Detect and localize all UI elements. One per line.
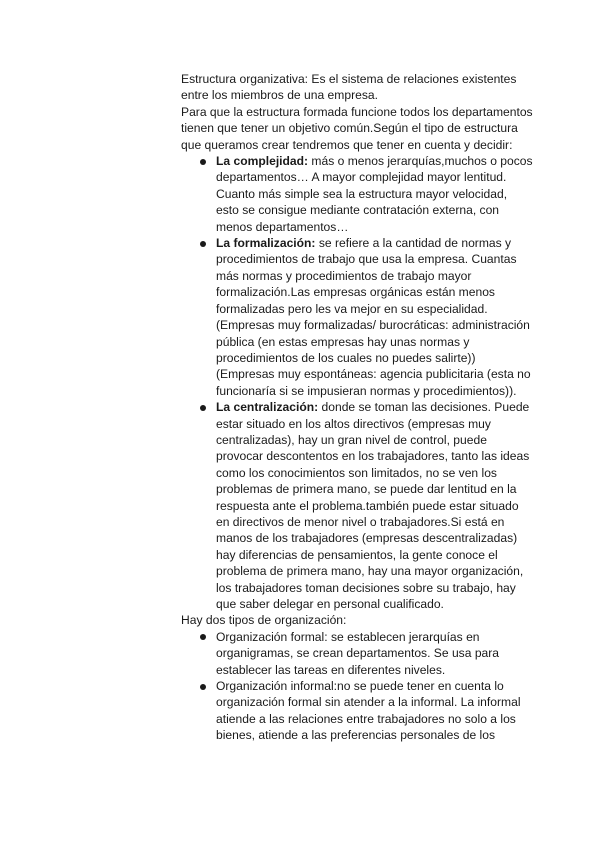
list-item-formalizacion	[216, 235, 533, 399]
structure-list	[181, 153, 533, 612]
list-item-centralizacion	[216, 399, 533, 612]
intro-definition: Estructura organizativa: Es el sistema de relaciones existentes entre los miembros de una empresa.	[181, 72, 517, 103]
term-description: más o menos jerarquías,muchos o pocos departamentos… A mayor complejidad mayor lentitud. Cuanto más simple sea la estructura mayor velocidad, esto se consigue mediante contratación externa, con menos departamentos…	[216, 154, 533, 234]
bullet-icon	[200, 634, 206, 640]
organization-types-list	[181, 629, 533, 744]
bullet-icon	[200, 241, 206, 247]
bullet-icon	[200, 405, 206, 411]
term-description: donde se toman las decisiones. Puede estar situado en los altos directivos (empresas muy centralizadas), hay un gran nivel de control, puede provocar descontentos en los trabajadores, tanto las ideas como los conocimientos son limitados, no se ven los problemas de primera mano, se puede dar lentitud en la respuesta ante el problema.también puede estar situado en directivos de menor nivel o trabajadores.Si está en manos de los trabajadores (empresas descentralizadas) hay diferencias de pensamientos, la gente conoce el problema de primera mano, hay una mayor organización, los trabajadores toman decisiones sobre su trabajo, hay que saber delegar en personal cualificado.	[216, 400, 530, 611]
term-label: La formalización:	[216, 236, 316, 251]
item-text: Organización formal: se establecen jerarquías en organigramas, se crean departamentos. Se usa para establecer las tareas en diferentes niveles.	[216, 629, 500, 677]
term-label: La centralización:	[216, 400, 319, 415]
list-item-informal	[216, 678, 533, 744]
document-body	[181, 71, 533, 744]
term-label: La complejidad:	[216, 154, 309, 169]
list-item-complejidad	[216, 153, 533, 235]
intro-paragraph: Para que la estructura formada funcione todos los departamentos tienen que tener un objetivo común.Según el tipo de estructura que queramos crear tendremos que tener en cuenta y decidir:	[181, 104, 533, 152]
list-item-formal	[216, 629, 533, 678]
bullet-icon	[200, 684, 206, 690]
term-description: se refiere a la cantidad de normas y procedimientos de trabajo que usa la empresa. Cuantas más normas y procedimientos de trabajo mayor formalización.Las empresas orgánicas están menos formalizadas pero les va mejor en su especialidad. (Empresas muy formalizadas/ burocráticas: administración pública (en estas empresas hay unas normas y procedimientos de los cuales no puedes salirte)) (Empresas muy espontáneas: agencia publicitaria (esta no funcionaría si se impusieran normas y procedimientos)).	[216, 236, 531, 398]
item-text: Organización informal:no se puede tener en cuenta lo organización formal sin atender a la informal. La informal atiende a las relaciones entre trabajadores no solo a los bienes, atiende a las preferencias personales de los	[216, 679, 521, 743]
types-intro: Hay dos tipos de organización:	[181, 613, 347, 628]
bullet-icon	[200, 159, 206, 165]
